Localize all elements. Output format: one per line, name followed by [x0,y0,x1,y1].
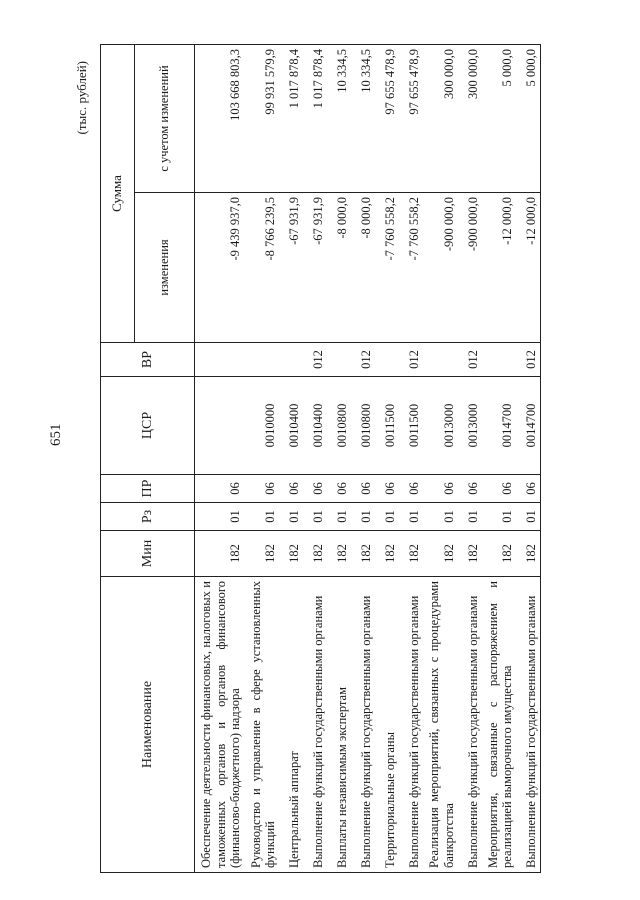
table-row [423,45,458,873]
row-vr [423,343,458,377]
row-total: 99 931 579,9 [245,45,280,193]
header-name: Наименование [101,577,195,873]
row-min: 182 [423,531,458,577]
row-min: 182 [375,531,399,577]
row-csr: 0013000 [458,377,482,475]
row-pr: 06 [482,475,517,503]
row-csr: 0014700 [517,377,541,475]
header-vr: ВР [101,343,195,377]
row-change: -8 766 239,5 [245,193,280,343]
row-pr: 06 [303,475,327,503]
row-pr: 06 [245,475,280,503]
row-pr: 06 [351,475,375,503]
row-min: 182 [351,531,375,577]
row-rz: 01 [482,503,517,531]
row-min: 182 [195,531,245,577]
row-change: -900 000,0 [423,193,458,343]
row-csr: 0013000 [423,377,458,475]
table-row [279,45,303,873]
row-vr [375,343,399,377]
row-total: 103 668 803,3 [195,45,245,193]
header-row-top [101,45,135,873]
table-row [399,45,423,873]
row-change: -7 760 558,2 [399,193,423,343]
row-csr: 0010400 [279,377,303,475]
row-change: -12 000,0 [517,193,541,343]
row-min: 182 [517,531,541,577]
row-vr: 012 [458,343,482,377]
row-csr: 0010800 [351,377,375,475]
table-row [327,45,351,873]
row-pr: 06 [517,475,541,503]
row-vr [279,343,303,377]
table-row [351,45,375,873]
header-min: Мин [101,531,195,577]
header-rz: Рз [101,503,195,531]
row-name: Выполнение функций государственными органами [399,577,423,873]
row-vr: 012 [399,343,423,377]
table-body [195,45,541,873]
row-csr: 0014700 [482,377,517,475]
row-pr: 06 [195,475,245,503]
row-rz: 01 [399,503,423,531]
row-total: 300 000,0 [458,45,482,193]
budget-sheet [74,45,600,873]
row-change: -8 000,0 [351,193,375,343]
header-pr: ПР [101,475,195,503]
row-rz: 01 [423,503,458,531]
table-row [375,45,399,873]
units-note: (тыс. рублей) [74,61,89,135]
row-pr: 06 [279,475,303,503]
table-row [482,45,517,873]
row-change: -8 000,0 [327,193,351,343]
table-row [517,45,541,873]
page-number: 651 [48,423,64,446]
header-with-change: с учетом изменений [135,45,195,193]
row-change: -12 000,0 [482,193,517,343]
row-name: Выполнение функций государственными органами [303,577,327,873]
row-min: 182 [482,531,517,577]
row-csr: 0010400 [303,377,327,475]
row-min: 182 [245,531,280,577]
row-csr: 0010000 [245,377,280,475]
row-total: 10 334,5 [327,45,351,193]
row-name: Выплаты независимым экспертам [327,577,351,873]
row-pr: 06 [375,475,399,503]
row-rz: 01 [517,503,541,531]
row-pr: 06 [399,475,423,503]
row-csr: 0011500 [375,377,399,475]
row-vr [327,343,351,377]
row-vr [245,343,280,377]
row-csr [195,377,245,475]
row-total: 5 000,0 [482,45,517,193]
row-min: 182 [327,531,351,577]
row-total: 97 655 478,9 [399,45,423,193]
header-change: изменения [135,193,195,343]
row-pr: 06 [423,475,458,503]
row-csr: 0010800 [327,377,351,475]
row-rz: 01 [195,503,245,531]
row-name: Центральный аппарат [279,577,303,873]
row-total: 10 334,5 [351,45,375,193]
header-sum: Сумма [101,45,135,343]
table-row [303,45,327,873]
row-min: 182 [279,531,303,577]
row-pr: 06 [458,475,482,503]
header-csr: ЦСР [101,377,195,475]
row-vr [195,343,245,377]
table-row [245,45,280,873]
row-name: Реализация мероприятий, связанных с процедурами банкротства [423,577,458,873]
row-rz: 01 [279,503,303,531]
row-change: -67 931,9 [303,193,327,343]
row-rz: 01 [327,503,351,531]
row-total: 300 000,0 [423,45,458,193]
row-min: 182 [399,531,423,577]
row-change: -9 439 937,0 [195,193,245,343]
row-pr: 06 [327,475,351,503]
row-total: 5 000,0 [517,45,541,193]
row-total: 1 017 878,4 [279,45,303,193]
table-row [458,45,482,873]
row-min: 182 [303,531,327,577]
row-rz: 01 [375,503,399,531]
row-vr: 012 [351,343,375,377]
row-name: Выполнение функций государственными органами [458,577,482,873]
row-name: Обеспечение деятельности финансовых, налоговых и таможенных органов и органов финансового (финансово-бюджетного) надзора [195,577,245,873]
row-change: -67 931,9 [279,193,303,343]
budget-table [100,44,541,873]
row-vr: 012 [517,343,541,377]
row-rz: 01 [351,503,375,531]
row-change: -900 000,0 [458,193,482,343]
row-vr [482,343,517,377]
row-total: 97 655 478,9 [375,45,399,193]
row-name: Выполнение функций государственными органами [517,577,541,873]
row-name: Руководство и управление в сфере установленных функций [245,577,280,873]
row-csr: 0011500 [399,377,423,475]
row-rz: 01 [458,503,482,531]
row-change: -7 760 558,2 [375,193,399,343]
row-rz: 01 [245,503,280,531]
row-vr: 012 [303,343,327,377]
row-total: 1 017 878,4 [303,45,327,193]
row-min: 182 [458,531,482,577]
row-name: Выполнение функций государственными органами [351,577,375,873]
row-name: Территориальные органы [375,577,399,873]
row-rz: 01 [303,503,327,531]
row-name: Мероприятия, связанные с распоряжением и реализацией выморочного имущества [482,577,517,873]
table-row [195,45,245,873]
